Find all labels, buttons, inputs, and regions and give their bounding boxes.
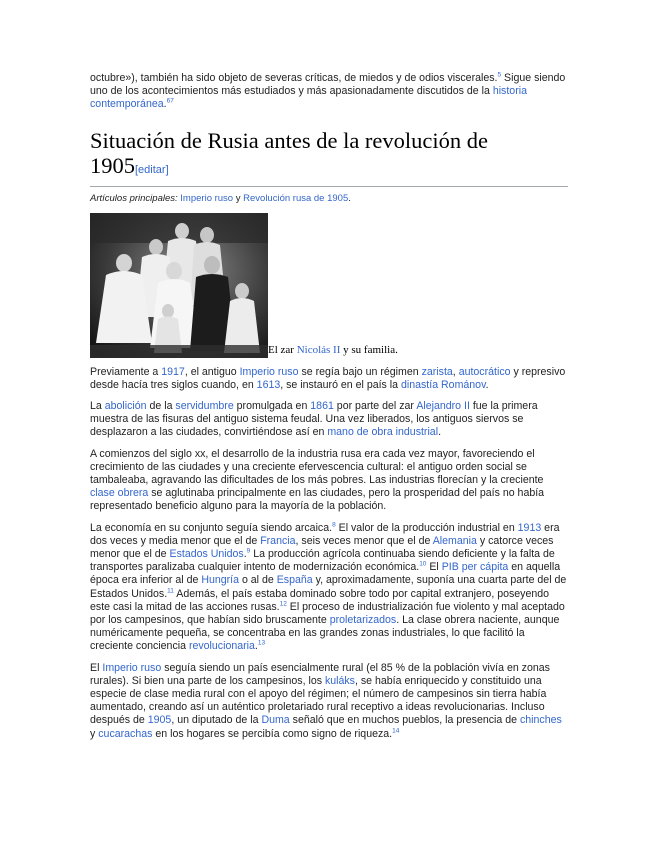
text: . bbox=[243, 548, 247, 561]
section-heading bbox=[90, 128, 568, 187]
text: octubre»), también ha sido objeto de severas críticas, de miedos y de odios viscerales. bbox=[90, 72, 498, 84]
text: y, aproximadamente, suponía una cuarta parte del de Estados Unidos. bbox=[90, 574, 567, 600]
text: promulgada en bbox=[233, 400, 311, 413]
reference-12[interactable]: 12 bbox=[279, 600, 287, 608]
text: Sigue siendo uno de los acontecimientos más estudiados y más apasionadamente discutidos de la bbox=[90, 72, 566, 98]
text: A comienzos del siglo xx, el desarrollo de la industria rusa era cada vez mayor, favoreciendo el crecimiento de las ciudades y una creciente efervescencia cultural: el antiguo orden social se tambaleaba, agravando las dificultades de los más pobres. Las industrias florecían y la creciente bbox=[90, 447, 544, 487]
link-alejandro-ii[interactable]: Alejandro II bbox=[416, 400, 470, 413]
text: Además, el país estaba dominado sobre todo por capital extranjero, poseyendo este casi la mitad de las acciones rusas. bbox=[90, 587, 550, 613]
text: , bbox=[452, 365, 459, 378]
reference-9[interactable]: 9 bbox=[246, 547, 251, 555]
link-mano-de-obra-industrial[interactable]: mano de obra industrial bbox=[327, 426, 439, 439]
paragraph-imperio-rural bbox=[90, 662, 568, 741]
paragraph-previamente bbox=[90, 366, 568, 392]
text: y bbox=[90, 727, 99, 740]
reference-14[interactable]: 14 bbox=[392, 727, 400, 735]
link-abolicion[interactable]: abolición bbox=[104, 400, 147, 413]
reference-11[interactable]: 11 bbox=[167, 587, 174, 595]
text: y represivo desde hacía tres siglos cuando, en bbox=[90, 365, 566, 391]
article-body bbox=[90, 72, 568, 749]
text: y catorce veces menor que el de bbox=[90, 534, 554, 561]
link-alemania[interactable]: Alemania bbox=[432, 534, 477, 547]
paragraph-economia bbox=[90, 522, 568, 654]
text: , seis veces menor que el de bbox=[295, 534, 433, 547]
text: o al de bbox=[239, 574, 277, 587]
section-title: Situación de Rusia antes de la revolución de 1905 bbox=[90, 127, 489, 178]
text: El proceso de industrialización fue violento y mal aceptado por los campesinos, que habían sido bruscamente bbox=[90, 600, 565, 627]
reference-8[interactable]: 8 bbox=[332, 521, 336, 529]
link-cucarachas[interactable]: cucarachas bbox=[98, 727, 153, 740]
text: , el antiguo bbox=[184, 365, 240, 378]
link-chinches[interactable]: chinches bbox=[519, 714, 562, 727]
text: señaló que en muchos pueblos, la presencia de bbox=[289, 714, 520, 727]
intro-paragraph bbox=[90, 72, 568, 112]
text: por parte del zar bbox=[333, 400, 417, 413]
figure-caption bbox=[268, 344, 398, 358]
link-1905[interactable]: 1905 bbox=[147, 714, 172, 727]
link-kulaks[interactable]: kuláks bbox=[324, 674, 355, 687]
text: en aquella época era inferior al de bbox=[90, 561, 561, 587]
main-articles-hatnote bbox=[90, 193, 568, 205]
link-pib-per-capita[interactable]: PIB per cápita bbox=[441, 561, 509, 574]
text: La bbox=[90, 400, 105, 413]
link-autocratico[interactable]: autocrático bbox=[458, 365, 511, 378]
link-servidumbre[interactable]: servidumbre bbox=[175, 400, 234, 413]
text: , se instauró en el país la bbox=[280, 378, 401, 391]
link-espana[interactable]: España bbox=[276, 574, 313, 587]
text: se regía bajo un régimen bbox=[298, 365, 422, 378]
link-revolucionaria[interactable]: revolucionaria bbox=[188, 640, 255, 653]
text: La producción agrícola continuaba siendo deficiente y la falta de transportes paralizaba cualquier intento de modernización económica. bbox=[90, 548, 555, 574]
figure bbox=[90, 213, 568, 358]
text: y bbox=[233, 192, 244, 204]
text: fue la primera muestra de las fisuras del antiguo sistema feudal. Una vez liberados, los antiguos siervos se desplazaron a las ciudades, convirtiéndose así en bbox=[90, 400, 538, 439]
link-zarista[interactable]: zarista bbox=[421, 365, 453, 378]
text: , se había enriquecido y constituido una especie de clase media rural con el apoyo del régimen; el número de campesinos sin tierra había aumentado, creando así un auténtico proletariado rural receptivo a ideas revolucionarias. Incluso después de bbox=[90, 674, 547, 727]
paragraph-abolicion bbox=[90, 400, 568, 440]
paragraph-siglo-xx bbox=[90, 448, 568, 514]
link-1913[interactable]: 1913 bbox=[517, 521, 542, 534]
tsar-family-photo[interactable] bbox=[90, 213, 268, 358]
link-clase-obrera[interactable]: clase obrera bbox=[90, 487, 149, 500]
text: La economía en su conjunto seguía siendo arcaica. bbox=[90, 521, 333, 534]
text: . La clase obrera naciente, aunque numéricamente pequeña, se concentraba en las grandes zonas industriales, lo que facilitó la creciente conciencia bbox=[90, 614, 560, 653]
link-hungria[interactable]: Hungría bbox=[201, 574, 240, 587]
text: Previamente a bbox=[90, 365, 162, 378]
link-1861[interactable]: 1861 bbox=[310, 400, 334, 413]
text: El zar bbox=[268, 343, 297, 356]
text: , un diputado de la bbox=[171, 714, 262, 727]
reference-67[interactable]: 67 bbox=[166, 97, 174, 105]
text: seguía siendo un país esencialmente rural (el 85 % de la población vivía en zonas rurales). Si bien una parte de los campesinos, los bbox=[90, 661, 550, 687]
link-imperio-ruso[interactable]: Imperio ruso bbox=[102, 661, 162, 674]
link-imperio-ruso[interactable]: Imperio ruso bbox=[239, 365, 299, 378]
link-nicolas-ii[interactable]: Nicolás II bbox=[296, 343, 341, 356]
text: en los hogares se percibía como signo de riqueza. bbox=[152, 727, 393, 740]
text: . bbox=[254, 640, 258, 653]
link-1613[interactable]: 1613 bbox=[256, 378, 281, 391]
text: . bbox=[348, 192, 351, 204]
link-imperio-ruso[interactable]: Imperio ruso bbox=[180, 192, 234, 204]
text: El bbox=[426, 561, 442, 574]
reference-13[interactable]: 13 bbox=[257, 639, 266, 647]
reference-10[interactable]: 10 bbox=[419, 560, 427, 568]
hatnote-label: Artículos principales: bbox=[90, 192, 178, 204]
text: y su familia. bbox=[340, 343, 398, 356]
text: . bbox=[163, 98, 167, 111]
text: de la bbox=[146, 400, 176, 413]
edit-section-link[interactable]: [editar] bbox=[135, 163, 169, 176]
link-duma[interactable]: Duma bbox=[261, 714, 290, 727]
link-revolucion-rusa-1905[interactable]: Revolución rusa de 1905 bbox=[243, 192, 349, 204]
link-francia[interactable]: Francia bbox=[260, 534, 296, 547]
text: El bbox=[90, 661, 103, 674]
link-proletarizados[interactable]: proletarizados bbox=[329, 614, 397, 627]
link-historia-contemporanea[interactable]: historia contemporánea bbox=[90, 85, 527, 111]
text: se aglutinaba principalmente en las ciudades, pero la prosperidad del país no había representado beneficio alguno para la mayoría de la población. bbox=[90, 487, 545, 513]
link-1917[interactable]: 1917 bbox=[161, 365, 185, 378]
link-estados-unidos[interactable]: Estados Unidos bbox=[169, 548, 244, 561]
text: . bbox=[438, 426, 442, 439]
reference-5[interactable]: 5 bbox=[497, 71, 502, 79]
link-dinastia-romanov[interactable]: dinastía Románov bbox=[400, 378, 486, 391]
text: El valor de la producción industrial en bbox=[335, 521, 518, 534]
text: . bbox=[485, 378, 489, 391]
text: era dos veces y media menor que el de bbox=[90, 521, 560, 547]
